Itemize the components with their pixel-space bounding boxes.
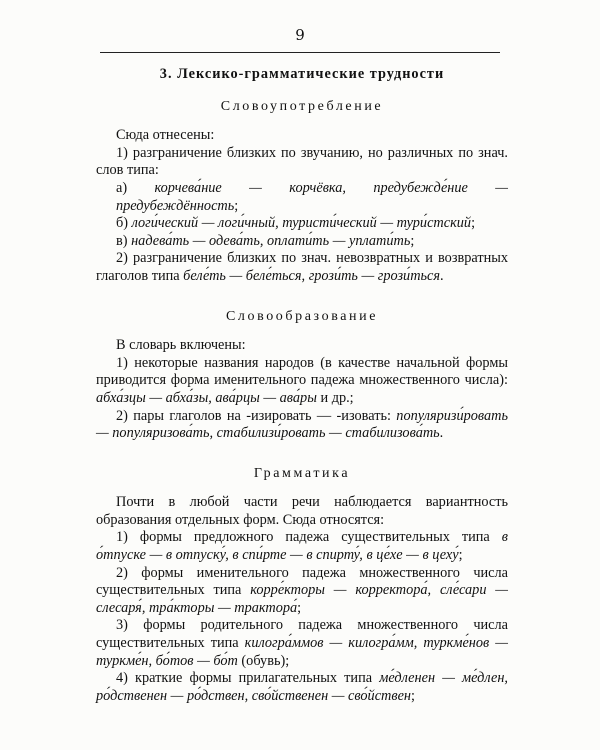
text-run: б)	[116, 215, 132, 232]
text-run: 3) формы родительного падежа множественного числа существительных типа	[96, 617, 508, 652]
text-run: в)	[116, 232, 132, 249]
paragraph	[96, 617, 508, 670]
paragraph	[96, 180, 508, 215]
paragraph	[96, 494, 508, 529]
section-grammar	[96, 465, 508, 706]
text-run: и др.;	[316, 389, 354, 406]
subsection-heading: Словоупотребление	[220, 98, 384, 114]
text-run: 1) формы предложного падежа существительных типа	[116, 529, 502, 546]
text-run: .	[439, 425, 444, 442]
paragraph	[96, 565, 508, 618]
example-words: популяризи́ровать — популяризова́ть, стабилизи́ровать — стабилизова́ть	[96, 407, 508, 442]
paragraph	[96, 529, 508, 564]
example-words: корчева́ние — корчёвка, предубежде́ние — предубеждённость	[116, 179, 508, 214]
text-run: .	[440, 267, 444, 284]
text-run: ;	[471, 215, 476, 232]
text-run: а)	[116, 179, 155, 196]
example-words: надева́ть — одева́ть, оплати́ть — уплати́ть	[131, 232, 411, 249]
text-run: Сюда отнесены:	[116, 127, 215, 144]
text-run: 4) краткие формы прилагательных типа	[116, 670, 380, 687]
text-run: 1) некоторые названия народов (в качестве начальной формы приводится форма именительного падежа множественного числа):	[96, 354, 508, 389]
paragraph	[96, 355, 508, 408]
paragraph	[96, 408, 508, 443]
section-title: 3. Лексико-грамматические трудности	[159, 66, 445, 82]
text-run: В словарь включены:	[116, 337, 246, 354]
example-words: килогра́ммов — килогра́мм, туркме́нов — туркме́н, бо́тов — бо́т	[96, 635, 508, 669]
text-run: ;	[234, 197, 239, 214]
text-run: ;	[411, 687, 415, 704]
text-run: ;	[297, 599, 302, 616]
text-run: 2) формы именительного падежа множественного числа существительных типа	[96, 564, 508, 599]
example-words: в о́тпуске — в отпуску́, в спи́рте — в спирту́, в це́хе — в цеху́	[96, 529, 508, 564]
page-number: 9	[295, 26, 305, 44]
example-words: беле́ть — беле́ться, грози́ть — грози́ться	[183, 267, 441, 284]
paragraph	[96, 127, 508, 145]
text-run: (обувь);	[237, 652, 290, 669]
example-words: логи́ческий — логи́чный, туристи́ческий — тури́стский	[131, 215, 472, 232]
paragraph	[96, 145, 508, 180]
section-word-formation	[96, 308, 508, 443]
text-run: 2) разграничение близких по знач. невозвратных и возвратных глаголов типа	[96, 250, 508, 284]
section-word-usage	[96, 98, 508, 286]
paragraph	[96, 250, 508, 285]
header-rule	[100, 52, 500, 53]
paragraph	[96, 670, 508, 705]
text-run: Почти в любой части речи наблюдается вариантность образования отдельных форм. Сюда относятся:	[96, 494, 508, 528]
text-run: 1) разграничение близких по звучанию, но различных по знач. слов типа:	[96, 144, 508, 179]
example-words: абха́зцы — абха́зы, ава́рцы — ава́ры	[96, 389, 317, 406]
page-content	[96, 62, 508, 705]
paragraph	[96, 337, 508, 355]
text-run: 2) пары глаголов на -изировать — -изовать:	[116, 407, 397, 424]
text-run: ;	[410, 232, 415, 249]
example-words: ме́дленен — ме́длен, ро́дственен — ро́дствен, сво́йственен — сво́йствен	[96, 670, 509, 704]
paragraph	[96, 215, 508, 233]
subsection-heading: Словообразование	[225, 308, 379, 324]
example-words: корре́кторы — корректора́, сле́сари — слесаря́, тра́кторы — трактора́	[96, 582, 509, 616]
paragraph	[96, 233, 508, 251]
text-run: ;	[458, 547, 463, 564]
subsection-heading: Грамматика	[253, 465, 351, 481]
